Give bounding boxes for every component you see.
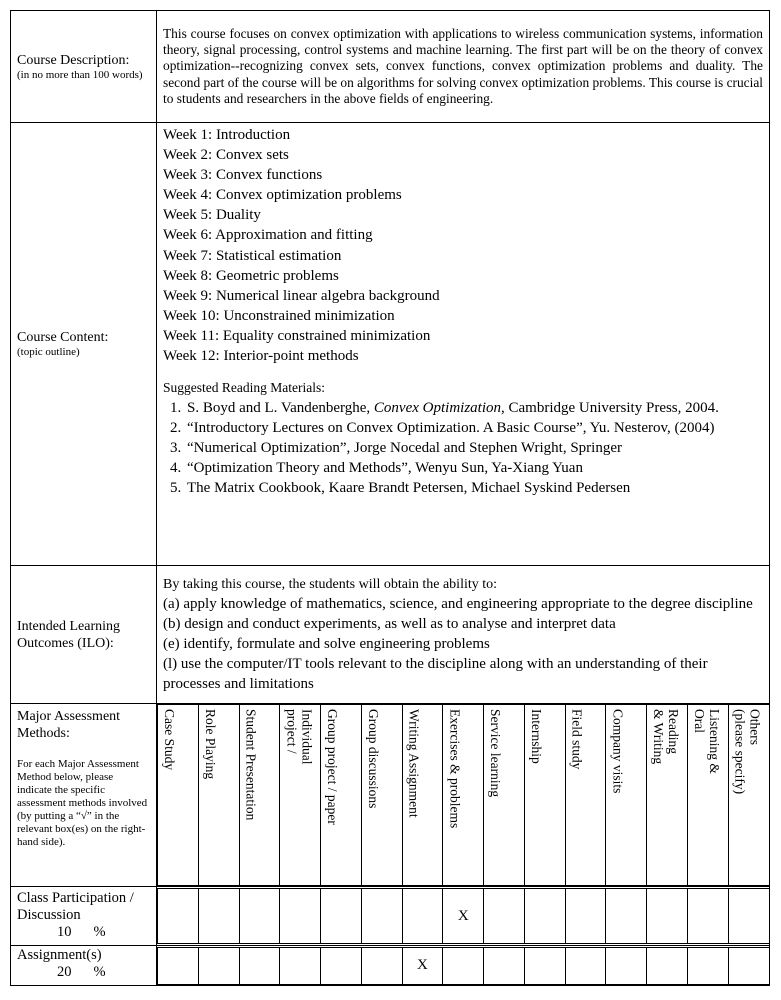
assessment-column-label: Others (please specify) <box>732 709 763 795</box>
assessment-column-label: Exercises & problems <box>447 709 463 829</box>
ilo-item: (l) use the computer/IT tools relevant to the discipline along with an understanding of their processes and limitations <box>163 655 708 692</box>
reading-list <box>163 398 763 498</box>
course-content-label-cell <box>11 123 157 566</box>
assessment-column <box>524 705 565 886</box>
assessment-column-label: Writing Assignment <box>406 709 422 818</box>
assessment-mark-cell[interactable] <box>484 889 525 944</box>
assignments-marks <box>158 947 770 984</box>
week-list <box>163 125 763 366</box>
reading-heading: Suggested Reading Materials: <box>163 380 325 396</box>
assessment-header-row <box>11 704 770 887</box>
assessment-mark-cell[interactable] <box>687 889 728 944</box>
assessment-column <box>321 705 362 886</box>
assessment-mark-cell[interactable]: X <box>402 947 443 984</box>
assessment-column <box>443 705 484 886</box>
assessment-mark-cell[interactable] <box>728 889 769 944</box>
assessment-column-label: Company visits <box>610 709 626 794</box>
course-content-label: Course Content: <box>17 330 109 345</box>
reading-before: “Optimization Theory and Methods”, Wenyu Sun, Ya-Xiang Yuan <box>187 460 583 477</box>
assessment-column <box>198 705 239 886</box>
course-content-cell <box>157 123 770 566</box>
week-item: Week 2: Convex sets <box>163 147 289 164</box>
ilo-item: (e) identify, formulate and solve engineering problems <box>163 635 490 652</box>
ilo-intro: By taking this course, the students will obtain the ability to: <box>163 576 498 592</box>
week-item: Week 6: Approximation and fitting <box>163 227 373 244</box>
ilo-label: Intended Learning Outcomes (ILO): <box>11 566 157 704</box>
week-item: Week 4: Convex optimization problems <box>163 187 402 204</box>
assessment-column <box>565 705 606 886</box>
reading-item <box>185 398 763 418</box>
assessment-column <box>687 705 728 886</box>
week-item: Week 5: Duality <box>163 207 261 224</box>
assessment-mark-cell[interactable] <box>647 947 688 984</box>
participation-percent-value: 10 <box>57 924 72 940</box>
assessment-row-assignments <box>11 946 770 986</box>
week-item: Week 7: Statistical estimation <box>163 247 342 264</box>
assessment-mark-cell[interactable] <box>158 889 199 944</box>
assessment-mark-cell[interactable] <box>239 889 280 944</box>
assessment-mark-cell[interactable]: X <box>443 889 484 944</box>
assessment-mark-cell[interactable] <box>402 889 443 944</box>
week-item: Week 11: Equality constrained minimization <box>163 327 431 344</box>
assessment-column-label: Group project / paper <box>325 709 341 825</box>
assessment-mark-cell[interactable] <box>606 947 647 984</box>
reading-item <box>185 438 763 458</box>
reading-item <box>185 418 763 438</box>
assessment-mark-cell[interactable] <box>198 889 239 944</box>
assessment-row-participation <box>11 887 770 946</box>
assignments-label-cell <box>11 946 157 986</box>
assessment-column-label: Individual project / <box>284 709 315 765</box>
assignments-percent-value: 20 <box>57 964 72 980</box>
reading-after: , Cambridge University Press, 2004. <box>501 400 719 417</box>
assessment-mark-cell[interactable] <box>280 947 321 984</box>
ilo-cell <box>157 566 770 704</box>
participation-marks <box>158 889 770 944</box>
assignments-marks-cell <box>157 946 770 986</box>
assessment-column-label: Student Presentation <box>243 709 259 821</box>
participation-marks-cell <box>157 887 770 946</box>
assessment-column-label: Listening & Oral <box>691 709 722 774</box>
assessment-mark-cell[interactable] <box>239 947 280 984</box>
week-item: Week 3: Convex functions <box>163 167 323 184</box>
assessment-column <box>280 705 321 886</box>
assessment-column <box>484 705 525 886</box>
assessment-mark-cell[interactable] <box>565 889 606 944</box>
assessment-column-label: Service learning <box>488 709 504 798</box>
reading-before: “Numerical Optimization”, Jorge Nocedal and Stephen Wright, Springer <box>187 440 622 457</box>
assessment-column-label: Field study <box>569 709 585 770</box>
assessment-column <box>239 705 280 886</box>
reading-item <box>185 478 763 498</box>
course-content-row <box>11 123 770 566</box>
assessment-mark-cell[interactable] <box>361 947 402 984</box>
course-description-label: Course Description: <box>17 52 130 68</box>
assessment-column <box>728 705 769 886</box>
ilo-item: (b) design and conduct experiments, as well as to analyse and interpret data <box>163 615 616 632</box>
assessment-column <box>361 705 402 886</box>
assignments-percent <box>17 964 150 981</box>
assessment-mark-cell[interactable] <box>198 947 239 984</box>
assessment-column-label: Reading & Writing <box>651 709 682 765</box>
course-description-row <box>11 11 770 123</box>
assessment-column <box>158 705 199 886</box>
assessment-columns-cell <box>157 704 770 887</box>
assignments-percent-unit: % <box>93 964 106 980</box>
ilo-row <box>11 566 770 704</box>
assessment-mark-cell[interactable] <box>361 889 402 944</box>
assessment-mark-cell[interactable] <box>524 947 565 984</box>
course-description-sublabel: (in no more than 100 words) <box>17 68 143 81</box>
assessment-label-cell <box>11 704 157 887</box>
assessment-column <box>606 705 647 886</box>
reading-before: The Matrix Cookbook, Kaare Brandt Petersen, Michael Syskind Pedersen <box>187 480 631 497</box>
assessment-column-label: Case Study <box>162 709 177 771</box>
course-content-sublabel: (topic outline) <box>17 346 80 358</box>
assessment-mark-cell[interactable] <box>321 947 362 984</box>
assessment-mark-cell[interactable] <box>443 947 484 984</box>
assessment-mark-cell[interactable] <box>728 947 769 984</box>
participation-label-cell <box>11 887 157 946</box>
assessment-note: For each Major Assessment Method below, please indicate the specific assessment methods involved (by putting a “√” in the relevant box(es) on the right-hand side). <box>17 758 148 848</box>
assessment-mark-cell[interactable] <box>158 947 199 984</box>
reading-before: S. Boyd and L. Vandenberghe, <box>187 400 374 417</box>
week-item: Week 10: Unconstrained minimization <box>163 307 395 324</box>
participation-percent-unit: % <box>93 924 106 940</box>
week-item: Week 12: Interior-point methods <box>163 348 359 365</box>
assessment-mark-cell[interactable] <box>484 947 525 984</box>
reading-italic: Convex Optimization <box>373 400 501 417</box>
assessment-mark-cell[interactable] <box>565 947 606 984</box>
participation-percent <box>17 924 150 941</box>
participation-label: Class Participation / Discussion <box>17 890 134 923</box>
assessment-column-label: Role Playing <box>202 709 218 780</box>
course-description-text: This course focuses on convex optimization with applications to wireless communication systems, information theory, signal processing, control systems and machine learning. The first part will be on the theory of convex optimization--recognizing convex sets, convex functions, convex optimization problems and duality. The second part of the course will be on algorithms for solving convex optimization problems. This course is crucial to students and researchers in the above fields of engineering. <box>157 11 770 123</box>
assessment-mark-cell[interactable] <box>280 889 321 944</box>
assessment-columns <box>157 704 769 886</box>
ilo-list <box>163 594 763 694</box>
week-item: Week 8: Geometric problems <box>163 267 339 284</box>
assessment-column <box>402 705 443 886</box>
assessment-mark-cell[interactable] <box>687 947 728 984</box>
assessment-mark-cell[interactable] <box>606 889 647 944</box>
assessment-column-label: Internship <box>528 709 544 764</box>
assessment-mark-cell[interactable] <box>524 889 565 944</box>
assessment-column <box>647 705 688 886</box>
reading-item <box>185 458 763 478</box>
course-form-table <box>10 10 770 986</box>
assessment-mark-cell[interactable] <box>647 889 688 944</box>
assessment-label: Major Assessment Methods: <box>17 709 121 741</box>
reading-before: “Introductory Lectures on Convex Optimization. A Basic Course”, Yu. Nesterov, (2004) <box>187 420 715 437</box>
assessment-mark-cell[interactable] <box>321 889 362 944</box>
week-item: Week 9: Numerical linear algebra background <box>163 287 440 304</box>
ilo-item: (a) apply knowledge of mathematics, science, and engineering appropriate to the degree discipline <box>163 595 753 612</box>
course-description-label-cell <box>11 11 157 123</box>
week-item: Week 1: Introduction <box>163 127 291 143</box>
assessment-column-label: Group discussions <box>365 709 381 809</box>
assignments-label: Assignment(s) <box>17 947 102 963</box>
